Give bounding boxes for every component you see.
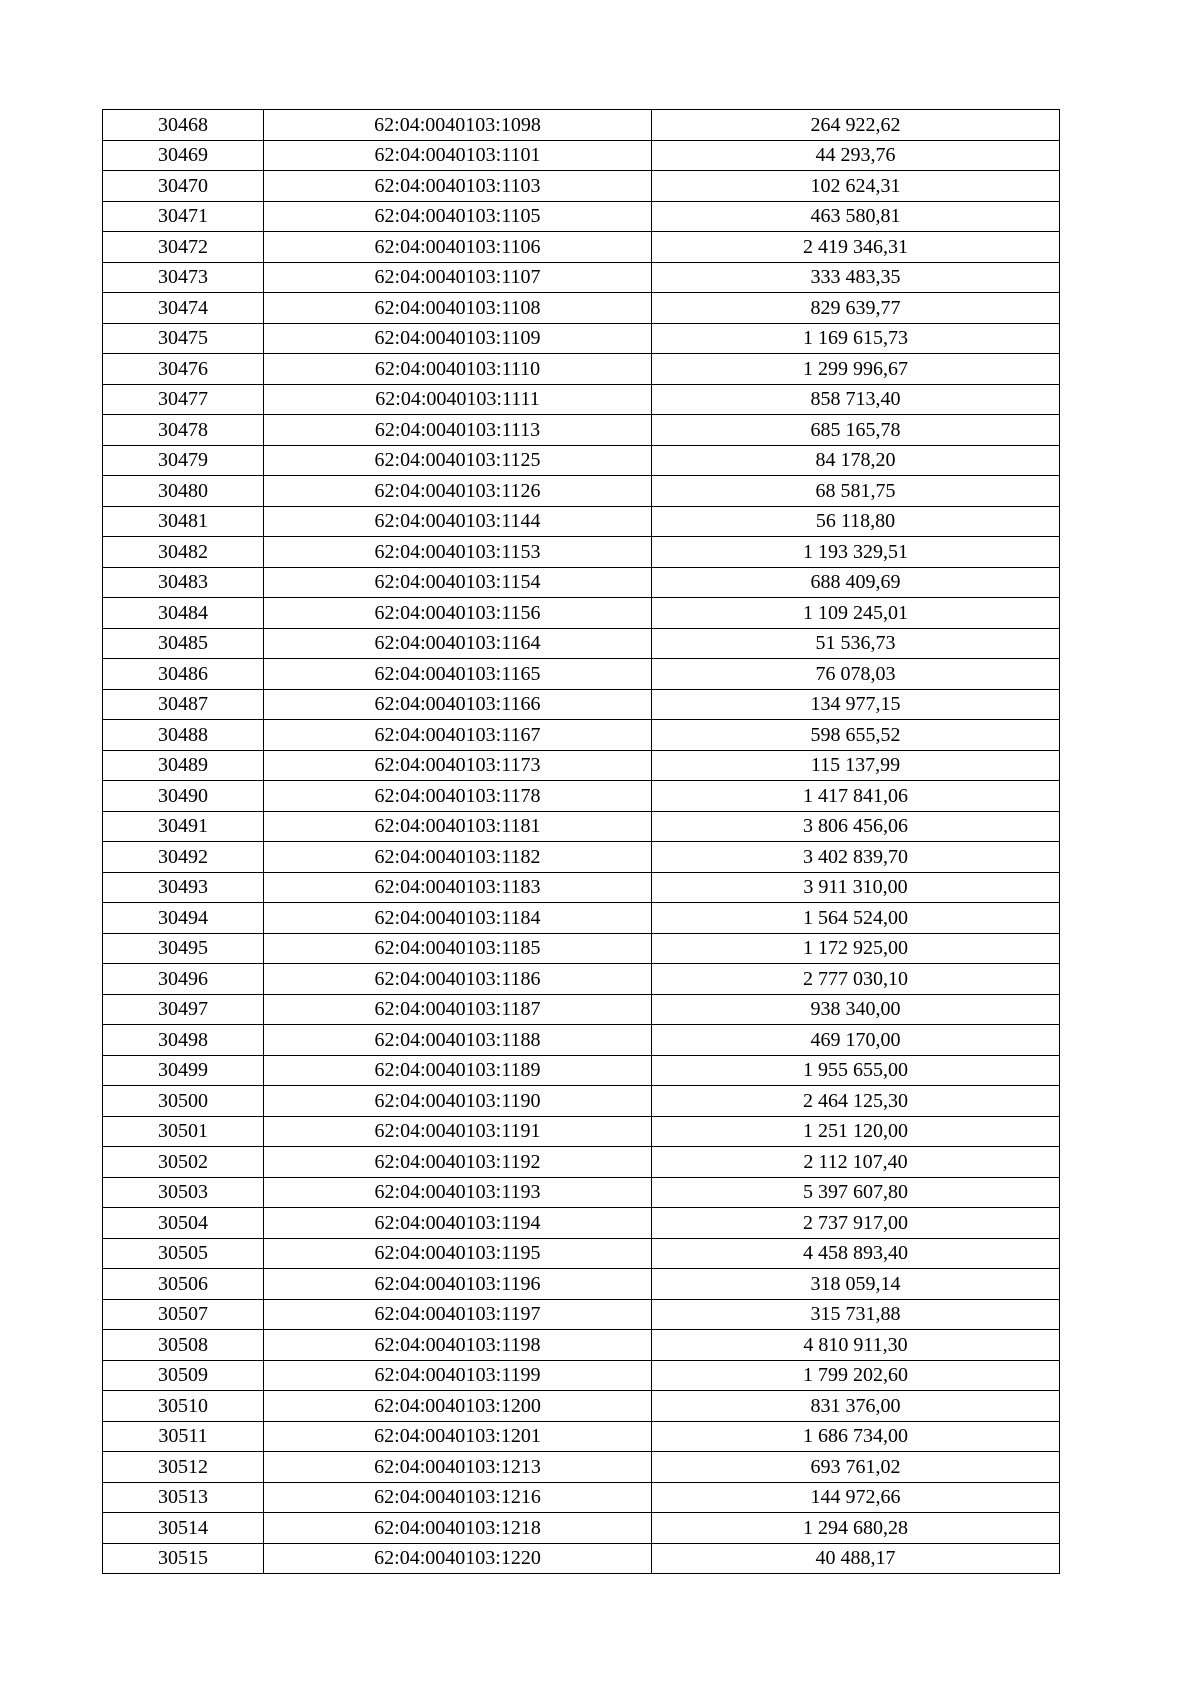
cadastral-value-cell: 2 419 346,31: [652, 232, 1060, 263]
table-row: [103, 1391, 1060, 1422]
table-row: [103, 1482, 1060, 1513]
cadastral-value-table: [102, 109, 1060, 1574]
row-number-cell: 30471: [103, 201, 264, 232]
row-number-cell: 30505: [103, 1238, 264, 1269]
row-number-cell: 30489: [103, 750, 264, 781]
table-row: [103, 1299, 1060, 1330]
table-row: [103, 1147, 1060, 1178]
row-number-cell: 30510: [103, 1391, 264, 1422]
cadastral-number-cell: 62:04:0040103:1218: [264, 1513, 652, 1544]
cadastral-value-cell: 469 170,00: [652, 1025, 1060, 1056]
cadastral-number-cell: 62:04:0040103:1166: [264, 689, 652, 720]
table-row: [103, 232, 1060, 263]
cadastral-value-cell: 1 564 524,00: [652, 903, 1060, 934]
cadastral-number-cell: 62:04:0040103:1154: [264, 567, 652, 598]
cadastral-number-cell: 62:04:0040103:1103: [264, 171, 652, 202]
row-number-cell: 30493: [103, 872, 264, 903]
cadastral-value-cell: 44 293,76: [652, 140, 1060, 171]
cadastral-value-cell: 1 417 841,06: [652, 781, 1060, 812]
cadastral-value-cell: 3 402 839,70: [652, 842, 1060, 873]
table-row: [103, 354, 1060, 385]
cadastral-number-cell: 62:04:0040103:1107: [264, 262, 652, 293]
table-row: [103, 506, 1060, 537]
table-row: [103, 659, 1060, 690]
cadastral-value-cell: 56 118,80: [652, 506, 1060, 537]
row-number-cell: 30498: [103, 1025, 264, 1056]
cadastral-number-cell: 62:04:0040103:1109: [264, 323, 652, 354]
table-row: [103, 293, 1060, 324]
table-row: [103, 994, 1060, 1025]
cadastral-number-cell: 62:04:0040103:1198: [264, 1330, 652, 1361]
table-row: [103, 201, 1060, 232]
row-number-cell: 30507: [103, 1299, 264, 1330]
cadastral-value-cell: 5 397 607,80: [652, 1177, 1060, 1208]
table-row: [103, 1055, 1060, 1086]
cadastral-number-cell: 62:04:0040103:1199: [264, 1360, 652, 1391]
row-number-cell: 30473: [103, 262, 264, 293]
row-number-cell: 30508: [103, 1330, 264, 1361]
cadastral-value-cell: 1 799 202,60: [652, 1360, 1060, 1391]
row-number-cell: 30474: [103, 293, 264, 324]
table-row: [103, 1177, 1060, 1208]
row-number-cell: 30492: [103, 842, 264, 873]
cadastral-number-cell: 62:04:0040103:1190: [264, 1086, 652, 1117]
row-number-cell: 30497: [103, 994, 264, 1025]
cadastral-value-cell: 68 581,75: [652, 476, 1060, 507]
cadastral-number-cell: 62:04:0040103:1193: [264, 1177, 652, 1208]
table-row: [103, 1452, 1060, 1483]
table-row: [103, 964, 1060, 995]
cadastral-number-cell: 62:04:0040103:1194: [264, 1208, 652, 1239]
table-row: [103, 476, 1060, 507]
cadastral-value-cell: 938 340,00: [652, 994, 1060, 1025]
row-number-cell: 30484: [103, 598, 264, 629]
row-number-cell: 30496: [103, 964, 264, 995]
table-row: [103, 628, 1060, 659]
row-number-cell: 30513: [103, 1482, 264, 1513]
row-number-cell: 30472: [103, 232, 264, 263]
cadastral-number-cell: 62:04:0040103:1125: [264, 445, 652, 476]
cadastral-value-cell: 3 911 310,00: [652, 872, 1060, 903]
cadastral-number-cell: 62:04:0040103:1178: [264, 781, 652, 812]
cadastral-value-cell: 688 409,69: [652, 567, 1060, 598]
cadastral-value-cell: 831 376,00: [652, 1391, 1060, 1422]
table-row: [103, 1238, 1060, 1269]
row-number-cell: 30479: [103, 445, 264, 476]
cadastral-number-cell: 62:04:0040103:1185: [264, 933, 652, 964]
cadastral-number-cell: 62:04:0040103:1220: [264, 1543, 652, 1574]
row-number-cell: 30499: [103, 1055, 264, 1086]
cadastral-value-cell: 134 977,15: [652, 689, 1060, 720]
row-number-cell: 30512: [103, 1452, 264, 1483]
cadastral-number-cell: 62:04:0040103:1113: [264, 415, 652, 446]
cadastral-number-cell: 62:04:0040103:1184: [264, 903, 652, 934]
cadastral-number-cell: 62:04:0040103:1108: [264, 293, 652, 324]
table-row: [103, 1543, 1060, 1574]
cadastral-value-cell: 3 806 456,06: [652, 811, 1060, 842]
cadastral-number-cell: 62:04:0040103:1187: [264, 994, 652, 1025]
cadastral-number-cell: 62:04:0040103:1165: [264, 659, 652, 690]
row-number-cell: 30490: [103, 781, 264, 812]
row-number-cell: 30501: [103, 1116, 264, 1147]
cadastral-value-cell: 333 483,35: [652, 262, 1060, 293]
table-row: [103, 567, 1060, 598]
cadastral-number-cell: 62:04:0040103:1106: [264, 232, 652, 263]
row-number-cell: 30470: [103, 171, 264, 202]
row-number-cell: 30481: [103, 506, 264, 537]
cadastral-value-cell: 1 955 655,00: [652, 1055, 1060, 1086]
row-number-cell: 30486: [103, 659, 264, 690]
table-row: [103, 1269, 1060, 1300]
cadastral-number-cell: 62:04:0040103:1105: [264, 201, 652, 232]
row-number-cell: 30514: [103, 1513, 264, 1544]
cadastral-number-cell: 62:04:0040103:1189: [264, 1055, 652, 1086]
cadastral-value-cell: 2 112 107,40: [652, 1147, 1060, 1178]
cadastral-number-cell: 62:04:0040103:1192: [264, 1147, 652, 1178]
cadastral-value-cell: 1 172 925,00: [652, 933, 1060, 964]
cadastral-value-cell: 1 299 996,67: [652, 354, 1060, 385]
row-number-cell: 30477: [103, 384, 264, 415]
cadastral-value-cell: 51 536,73: [652, 628, 1060, 659]
table-row: [103, 1330, 1060, 1361]
cadastral-value-cell: 1 251 120,00: [652, 1116, 1060, 1147]
cadastral-number-cell: 62:04:0040103:1186: [264, 964, 652, 995]
cadastral-number-cell: 62:04:0040103:1164: [264, 628, 652, 659]
table-row: [103, 1360, 1060, 1391]
cadastral-number-cell: 62:04:0040103:1144: [264, 506, 652, 537]
row-number-cell: 30476: [103, 354, 264, 385]
row-number-cell: 30506: [103, 1269, 264, 1300]
cadastral-number-cell: 62:04:0040103:1197: [264, 1299, 652, 1330]
table-row: [103, 384, 1060, 415]
table-row: [103, 872, 1060, 903]
cadastral-number-cell: 62:04:0040103:1181: [264, 811, 652, 842]
row-number-cell: 30468: [103, 110, 264, 141]
row-number-cell: 30483: [103, 567, 264, 598]
cadastral-value-cell: 102 624,31: [652, 171, 1060, 202]
cadastral-value-cell: 76 078,03: [652, 659, 1060, 690]
cadastral-number-cell: 62:04:0040103:1101: [264, 140, 652, 171]
cadastral-number-cell: 62:04:0040103:1167: [264, 720, 652, 751]
cadastral-number-cell: 62:04:0040103:1182: [264, 842, 652, 873]
row-number-cell: 30480: [103, 476, 264, 507]
cadastral-value-cell: 315 731,88: [652, 1299, 1060, 1330]
cadastral-value-cell: 693 761,02: [652, 1452, 1060, 1483]
row-number-cell: 30495: [103, 933, 264, 964]
table-row: [103, 1421, 1060, 1452]
table-row: [103, 1086, 1060, 1117]
cadastral-value-cell: 1 193 329,51: [652, 537, 1060, 568]
cadastral-value-cell: 2 464 125,30: [652, 1086, 1060, 1117]
cadastral-number-cell: 62:04:0040103:1201: [264, 1421, 652, 1452]
cadastral-value-cell: 4 458 893,40: [652, 1238, 1060, 1269]
table-row: [103, 689, 1060, 720]
cadastral-value-cell: 598 655,52: [652, 720, 1060, 751]
cadastral-number-cell: 62:04:0040103:1153: [264, 537, 652, 568]
cadastral-value-cell: 1 169 615,73: [652, 323, 1060, 354]
cadastral-number-cell: 62:04:0040103:1196: [264, 1269, 652, 1300]
cadastral-number-cell: 62:04:0040103:1156: [264, 598, 652, 629]
cadastral-number-cell: 62:04:0040103:1200: [264, 1391, 652, 1422]
row-number-cell: 30478: [103, 415, 264, 446]
row-number-cell: 30469: [103, 140, 264, 171]
cadastral-number-cell: 62:04:0040103:1216: [264, 1482, 652, 1513]
table-row: [103, 1116, 1060, 1147]
table-row: [103, 110, 1060, 141]
cadastral-value-cell: 2 777 030,10: [652, 964, 1060, 995]
table-row: [103, 903, 1060, 934]
table-row: [103, 720, 1060, 751]
cadastral-value-cell: 829 639,77: [652, 293, 1060, 324]
table-row: [103, 842, 1060, 873]
cadastral-number-cell: 62:04:0040103:1188: [264, 1025, 652, 1056]
table-row: [103, 781, 1060, 812]
cadastral-value-cell: 4 810 911,30: [652, 1330, 1060, 1361]
table-body: [103, 110, 1060, 1574]
row-number-cell: 30511: [103, 1421, 264, 1452]
cadastral-value-cell: 144 972,66: [652, 1482, 1060, 1513]
cadastral-number-cell: 62:04:0040103:1191: [264, 1116, 652, 1147]
cadastral-number-cell: 62:04:0040103:1213: [264, 1452, 652, 1483]
row-number-cell: 30503: [103, 1177, 264, 1208]
cadastral-value-cell: 2 737 917,00: [652, 1208, 1060, 1239]
cadastral-value-cell: 1 686 734,00: [652, 1421, 1060, 1452]
row-number-cell: 30515: [103, 1543, 264, 1574]
cadastral-number-cell: 62:04:0040103:1126: [264, 476, 652, 507]
cadastral-value-cell: 115 137,99: [652, 750, 1060, 781]
cadastral-value-cell: 40 488,17: [652, 1543, 1060, 1574]
table-row: [103, 415, 1060, 446]
table-row: [103, 750, 1060, 781]
row-number-cell: 30482: [103, 537, 264, 568]
table-row: [103, 323, 1060, 354]
table-row: [103, 140, 1060, 171]
table-row: [103, 1208, 1060, 1239]
cadastral-number-cell: 62:04:0040103:1111: [264, 384, 652, 415]
cadastral-value-cell: 84 178,20: [652, 445, 1060, 476]
cadastral-number-cell: 62:04:0040103:1173: [264, 750, 652, 781]
row-number-cell: 30485: [103, 628, 264, 659]
table-row: [103, 811, 1060, 842]
table-row: [103, 445, 1060, 476]
table-row: [103, 537, 1060, 568]
row-number-cell: 30504: [103, 1208, 264, 1239]
cadastral-value-cell: 1 109 245,01: [652, 598, 1060, 629]
cadastral-number-cell: 62:04:0040103:1110: [264, 354, 652, 385]
table-row: [103, 262, 1060, 293]
row-number-cell: 30502: [103, 1147, 264, 1178]
cadastral-value-cell: 318 059,14: [652, 1269, 1060, 1300]
table-row: [103, 1513, 1060, 1544]
row-number-cell: 30487: [103, 689, 264, 720]
cadastral-value-cell: 685 165,78: [652, 415, 1060, 446]
cadastral-number-cell: 62:04:0040103:1195: [264, 1238, 652, 1269]
table-row: [103, 1025, 1060, 1056]
cadastral-value-cell: 858 713,40: [652, 384, 1060, 415]
table-row: [103, 933, 1060, 964]
table-row: [103, 598, 1060, 629]
table-row: [103, 171, 1060, 202]
row-number-cell: 30491: [103, 811, 264, 842]
row-number-cell: 30494: [103, 903, 264, 934]
cadastral-value-cell: 463 580,81: [652, 201, 1060, 232]
row-number-cell: 30488: [103, 720, 264, 751]
row-number-cell: 30500: [103, 1086, 264, 1117]
cadastral-number-cell: 62:04:0040103:1183: [264, 872, 652, 903]
row-number-cell: 30509: [103, 1360, 264, 1391]
cadastral-number-cell: 62:04:0040103:1098: [264, 110, 652, 141]
cadastral-value-cell: 1 294 680,28: [652, 1513, 1060, 1544]
cadastral-value-cell: 264 922,62: [652, 110, 1060, 141]
row-number-cell: 30475: [103, 323, 264, 354]
